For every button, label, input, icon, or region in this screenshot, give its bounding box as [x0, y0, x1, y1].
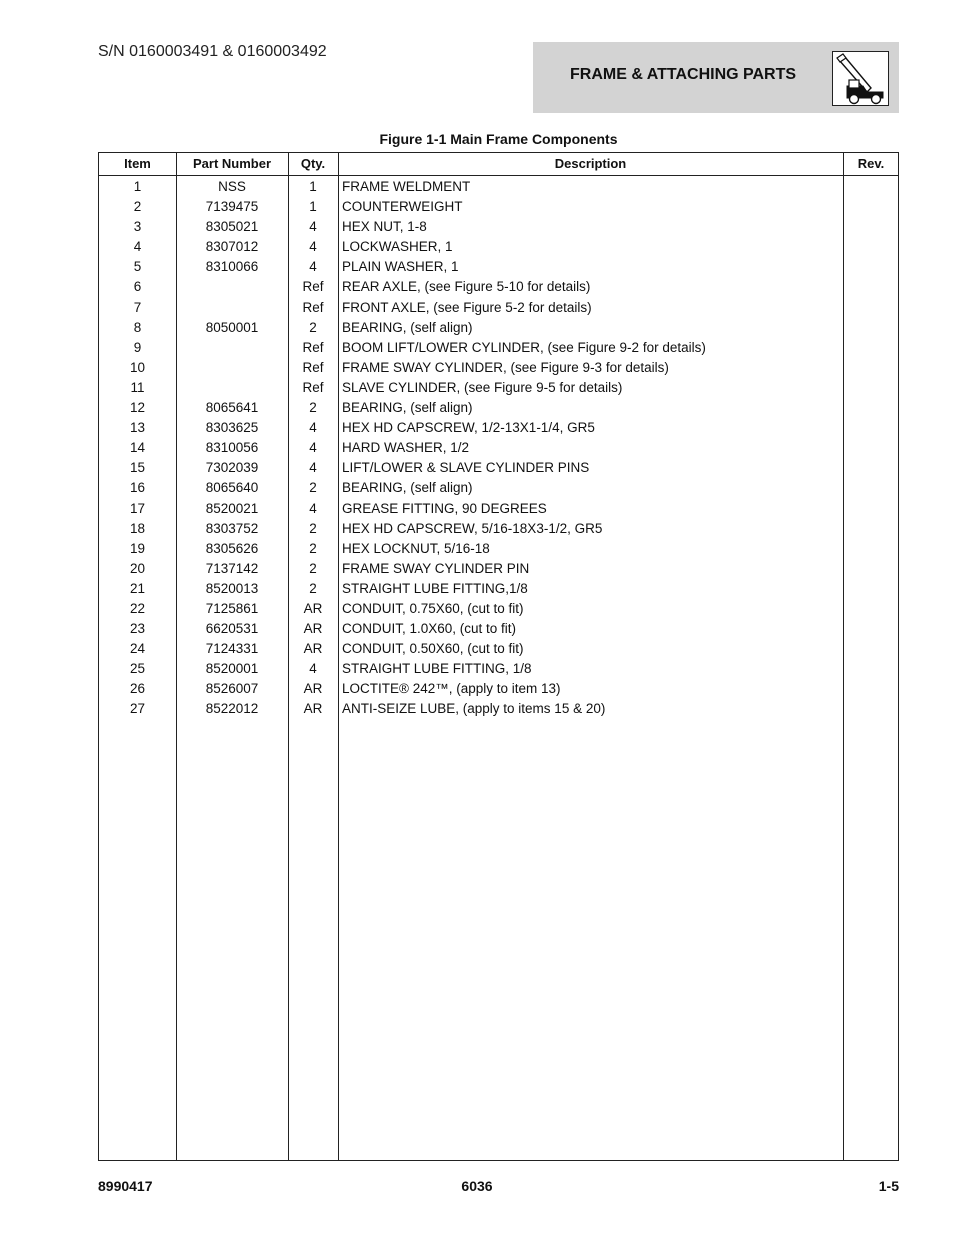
item-number-cell: 10	[129, 359, 146, 375]
table-row	[99, 298, 898, 318]
table-row	[99, 257, 898, 277]
quantity-cell: 2	[309, 560, 317, 576]
revision-cell	[844, 519, 899, 539]
boom-lift-machine-icon	[832, 51, 889, 106]
description-cell: STRAIGHT LUBE FITTING, 1/8	[342, 661, 532, 677]
revision-cell	[844, 418, 899, 438]
description-cell: FRONT AXLE, (see Figure 5-2 for details)	[342, 299, 592, 315]
quantity-cell: 4	[309, 440, 317, 456]
table-row	[99, 519, 898, 539]
revision-cell	[844, 579, 899, 599]
part-number-cell: 8520013	[205, 580, 259, 596]
part-number-cell: 7302039	[205, 460, 259, 476]
description-cell: GREASE FITTING, 90 DEGREES	[342, 500, 547, 516]
description-cell: HEX NUT, 1-8	[342, 219, 427, 235]
description-cell: LIFT/LOWER & SLAVE CYLINDER PINS	[342, 460, 590, 476]
item-number-cell: 2	[133, 199, 142, 215]
table-row	[99, 398, 898, 418]
column-header-part-number: Part Number	[192, 156, 272, 171]
part-number-cell: 8310056	[205, 440, 259, 456]
part-number-cell: 8305021	[205, 219, 259, 235]
item-number-cell: 25	[129, 661, 146, 677]
item-number-cell: 23	[129, 621, 146, 637]
table-row	[99, 338, 898, 358]
quantity-cell: AR	[303, 621, 323, 637]
table-row	[99, 277, 898, 297]
description-cell: FRAME SWAY CYLINDER, (see Figure 9-3 for details)	[342, 359, 669, 375]
part-number-cell	[176, 358, 288, 378]
table-row	[99, 318, 898, 338]
part-number-cell: 7124331	[205, 641, 259, 657]
part-number-cell: 8520001	[205, 661, 259, 677]
description-cell: ANTI-SEIZE LUBE, (apply to items 15 & 20)	[342, 701, 606, 717]
quantity-cell: 1	[309, 179, 317, 194]
table-row	[99, 217, 898, 237]
quantity-cell: 1	[309, 199, 317, 215]
revision-cell	[844, 398, 899, 418]
table-row	[99, 499, 898, 519]
column-header-item: Item	[124, 156, 151, 171]
item-number-cell: 26	[129, 681, 146, 697]
revision-cell	[844, 619, 899, 639]
description-cell: HARD WASHER, 1/2	[342, 440, 470, 456]
quantity-cell: AR	[303, 641, 323, 657]
table-row	[99, 197, 898, 217]
item-number-cell: 20	[129, 560, 146, 576]
revision-cell	[844, 197, 899, 217]
description-cell: CONDUIT, 1.0X60, (cut to fit)	[342, 621, 517, 637]
item-number-cell: 3	[133, 219, 142, 235]
item-number-cell: 14	[129, 440, 146, 456]
item-number-cell: 24	[129, 641, 146, 657]
description-cell: BEARING, (self align)	[342, 480, 473, 496]
table-row	[99, 237, 898, 257]
table-row	[99, 358, 898, 378]
quantity-cell: AR	[303, 600, 323, 616]
item-number-cell: 19	[129, 540, 146, 556]
quantity-cell: 2	[309, 580, 317, 596]
part-number-cell: 7125861	[205, 600, 259, 616]
item-number-cell: 18	[129, 520, 146, 536]
description-cell: HEX LOCKNUT, 5/16-18	[342, 540, 490, 556]
part-number-cell: 8303625	[205, 420, 259, 436]
table-row	[99, 679, 898, 699]
page-number: 1-5	[878, 1178, 899, 1194]
model-number: 6036	[461, 1178, 493, 1194]
part-number-cell: 7139475	[205, 199, 259, 215]
item-number-cell: 9	[133, 339, 142, 355]
description-cell: COUNTERWEIGHT	[342, 199, 463, 215]
quantity-cell: 4	[309, 259, 317, 275]
header-rule	[99, 175, 898, 176]
item-number-cell: 15	[129, 460, 146, 476]
table-row	[99, 378, 898, 398]
table-row	[99, 639, 898, 659]
quantity-cell: 4	[309, 661, 317, 677]
table-row	[99, 418, 898, 438]
table-row	[99, 619, 898, 639]
revision-cell	[844, 177, 899, 197]
quantity-cell: 2	[309, 480, 317, 496]
revision-cell	[844, 298, 899, 318]
part-number-cell: 8065640	[205, 480, 259, 496]
description-cell: HEX HD CAPSCREW, 1/2-13X1-1/4, GR5	[342, 420, 595, 436]
part-number-cell: 8303752	[205, 520, 259, 536]
revision-cell	[844, 699, 899, 719]
table-row	[99, 458, 898, 478]
serial-numbers: S/N 0160003491 & 0160003492	[98, 43, 327, 60]
part-number-cell: 6620531	[205, 621, 259, 637]
quantity-cell: 4	[309, 500, 317, 516]
section-title: FRAME & ATTACHING PARTS	[570, 66, 797, 83]
description-cell: SLAVE CYLINDER, (see Figure 9-5 for details)	[342, 379, 623, 395]
item-number-cell: 27	[129, 701, 146, 717]
table-body	[99, 177, 898, 720]
table-row	[99, 438, 898, 458]
revision-cell	[844, 499, 899, 519]
revision-cell	[844, 318, 899, 338]
description-cell: PLAIN WASHER, 1	[342, 259, 459, 275]
item-number-cell: 21	[129, 580, 146, 596]
quantity-cell: AR	[303, 681, 323, 697]
item-number-cell: 4	[133, 239, 142, 255]
quantity-cell: 4	[309, 460, 317, 476]
quantity-cell: Ref	[302, 279, 324, 295]
quantity-cell: 2	[309, 400, 317, 416]
part-number-cell: 8307012	[205, 239, 259, 255]
item-number-cell: 12	[129, 400, 146, 416]
table-row	[99, 599, 898, 619]
description-cell: BEARING, (self align)	[342, 319, 473, 335]
part-number-cell: 8522012	[205, 701, 259, 717]
revision-cell	[844, 378, 899, 398]
item-number-cell: 5	[133, 259, 142, 275]
part-number-cell: 7137142	[205, 560, 259, 576]
revision-cell	[844, 217, 899, 237]
revision-cell	[844, 679, 899, 699]
revision-cell	[844, 539, 899, 559]
part-number-cell: 8065641	[205, 400, 259, 416]
quantity-cell: 2	[309, 319, 317, 335]
item-number-cell: 22	[129, 600, 146, 616]
table-row	[99, 539, 898, 559]
part-number-cell: 8050001	[205, 319, 259, 335]
item-number-cell: 7	[133, 299, 142, 315]
part-number-cell	[176, 298, 288, 318]
revision-cell	[844, 277, 899, 297]
description-cell: CONDUIT, 0.50X60, (cut to fit)	[342, 641, 524, 657]
table-row	[99, 659, 898, 679]
part-number-cell: 8305626	[205, 540, 259, 556]
description-cell: HEX HD CAPSCREW, 5/16-18X3-1/2, GR5	[342, 520, 603, 536]
quantity-cell: Ref	[302, 379, 324, 395]
table-row	[99, 699, 898, 719]
description-cell: REAR AXLE, (see Figure 5-10 for details)	[342, 279, 591, 295]
figure-title: Figure 1-1 Main Frame Components	[379, 131, 618, 147]
quantity-cell: 2	[309, 520, 317, 536]
item-number-cell: 17	[129, 500, 146, 516]
part-number-cell	[176, 338, 288, 358]
description-cell: FRAME WELDMENT	[342, 179, 471, 194]
revision-cell	[844, 639, 899, 659]
item-number-cell: 8	[133, 319, 142, 335]
quantity-cell: 4	[309, 420, 317, 436]
description-cell: FRAME SWAY CYLINDER PIN	[342, 560, 530, 576]
description-cell: BOOM LIFT/LOWER CYLINDER, (see Figure 9-2 for details)	[342, 339, 706, 355]
column-header-rev: Rev.	[857, 156, 885, 171]
table-row	[99, 579, 898, 599]
table-row	[99, 177, 898, 197]
part-number-cell: 8520021	[205, 500, 259, 516]
part-number-cell: 8310066	[205, 259, 259, 275]
description-cell: STRAIGHT LUBE FITTING,1/8	[342, 580, 528, 596]
column-header-description: Description	[554, 156, 627, 171]
quantity-cell: Ref	[302, 359, 324, 375]
revision-cell	[844, 358, 899, 378]
description-cell: LOCTITE® 242™, (apply to item 13)	[342, 681, 561, 697]
quantity-cell: 4	[309, 239, 317, 255]
part-number-cell: 8526007	[205, 681, 259, 697]
part-number-cell	[176, 378, 288, 398]
revision-cell	[844, 599, 899, 619]
item-number-cell: 6	[133, 279, 142, 295]
table-row	[99, 559, 898, 579]
quantity-cell: Ref	[302, 299, 324, 315]
description-cell: LOCKWASHER, 1	[342, 239, 453, 255]
item-number-cell: 16	[129, 480, 146, 496]
revision-cell	[844, 338, 899, 358]
quantity-cell: AR	[303, 701, 323, 717]
revision-cell	[844, 559, 899, 579]
quantity-cell: Ref	[302, 339, 324, 355]
item-number-cell: 11	[130, 379, 145, 395]
part-number-cell: NSS	[218, 179, 246, 194]
revision-cell	[844, 458, 899, 478]
document-number: 8990417	[98, 1178, 153, 1194]
item-number-cell: 13	[129, 420, 146, 436]
parts-table	[98, 152, 899, 1161]
table-row	[99, 478, 898, 498]
item-number-cell: 1	[133, 179, 142, 194]
revision-cell	[844, 438, 899, 458]
revision-cell	[844, 659, 899, 679]
description-cell: BEARING, (self align)	[342, 400, 473, 416]
part-number-cell	[176, 277, 288, 297]
revision-cell	[844, 237, 899, 257]
description-cell: CONDUIT, 0.75X60, (cut to fit)	[342, 600, 524, 616]
quantity-cell: 2	[309, 540, 317, 556]
section-tab	[533, 42, 899, 113]
quantity-cell: 4	[309, 219, 317, 235]
revision-cell	[844, 257, 899, 277]
revision-cell	[844, 478, 899, 498]
column-header-qty: Qty.	[300, 156, 326, 171]
